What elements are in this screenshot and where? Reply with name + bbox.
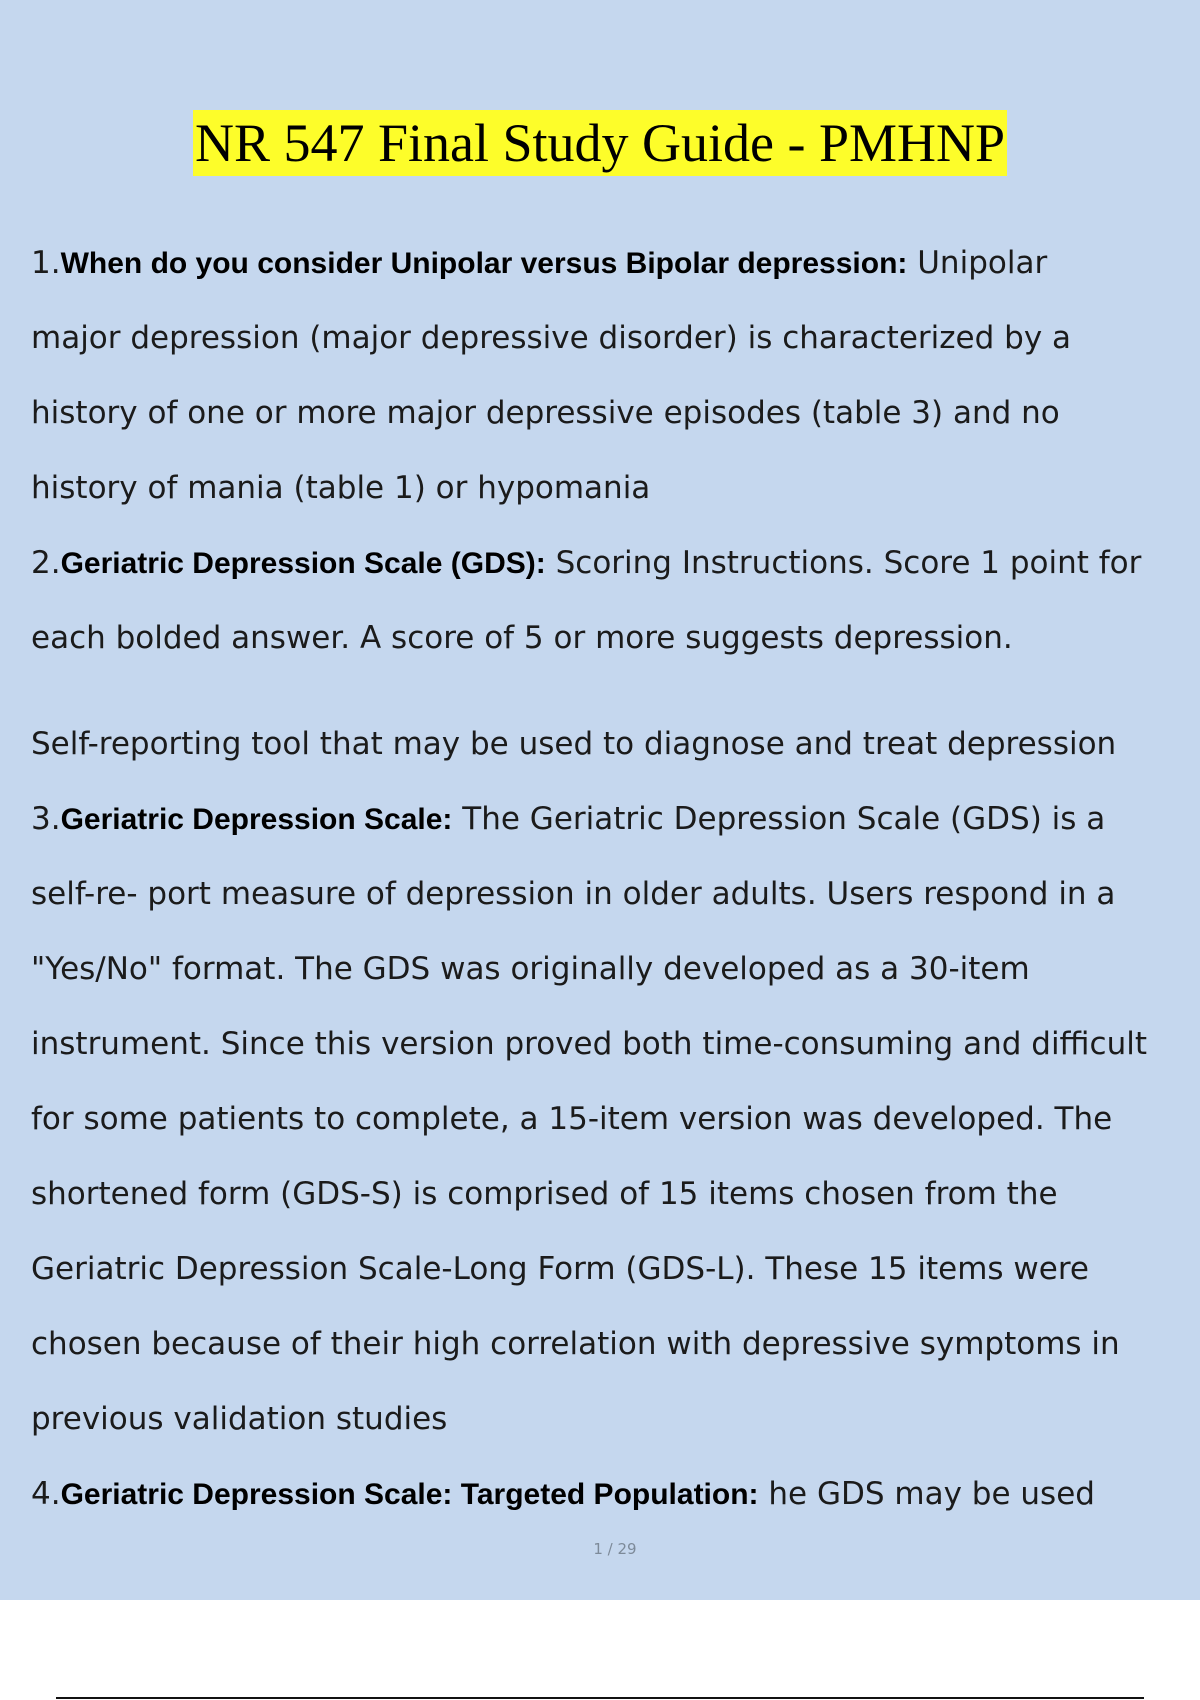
item-term: Geriatric Depression Scale: Targeted Population: [60,1478,759,1511]
item-number: 4. [31,1476,61,1512]
item-text: The Geriatric Depression Scale (GDS) is a [452,801,1106,837]
item-term: Geriatric Depression Scale (GDS): [60,547,546,580]
item-number: 2. [31,545,61,581]
item-number: 1. [31,245,61,281]
item-text: Scoring Instructions. Score 1 point for [545,545,1142,581]
page-number: 1 / 29 [593,1540,637,1558]
document-title: NR 547 Final Study Guide - PMHNP [193,110,1007,176]
item-number: 3. [31,801,61,837]
item-3-line-8: chosen because of their high correlation with depressive symptoms in [31,1326,1120,1362]
paragraph-gap [31,676,1200,707]
item-3-line-6: shortened form (GDS-S) is comprised of 15 items chosen from the [31,1176,1058,1212]
item-term: When do you consider Unipolar versus Bipolar depression: [60,247,908,280]
item-3-line-4: instrument. Since this version proved both time-consuming and difficult [31,1026,1147,1062]
item-3-line-1 [31,782,1200,857]
item-4-line-1 [31,1457,1200,1532]
item-2-line-3: Self-reporting tool that may be used to diagnose and treat depression [31,726,1117,762]
item-1-line-2: major depression (major depressive disorder) is characterized by a [31,320,1072,356]
page-divider-line [56,1697,1144,1699]
item-1-line-4: history of mania (table 1) or hypomania [31,470,651,506]
item-1-line-3: history of one or more major depressive episodes (table 3) and no [31,395,1060,431]
item-3-line-5: for some patients to complete, a 15-item version was developed. The [31,1101,1113,1137]
study-guide-content [31,226,1200,1532]
item-3-line-7: Geriatric Depression Scale-Long Form (GDS-L). These 15 items were [31,1251,1089,1287]
item-3-line-2: self-re- port measure of depression in older adults. Users respond in a [31,876,1116,912]
item-text: Unipolar [907,245,1048,281]
item-2-line-2: each bolded answer. A score of 5 or more suggests depression. [31,620,1013,656]
item-3-line-3: "Yes/No" format. The GDS was originally developed as a 30-item [31,951,1030,987]
title-container [0,110,1200,176]
item-text: he GDS may be used [758,1476,1095,1512]
item-3-line-9: previous validation studies [31,1401,448,1437]
item-1-line-1 [31,226,1200,301]
item-term: Geriatric Depression Scale: [60,803,453,836]
item-2-line-1 [31,526,1200,601]
